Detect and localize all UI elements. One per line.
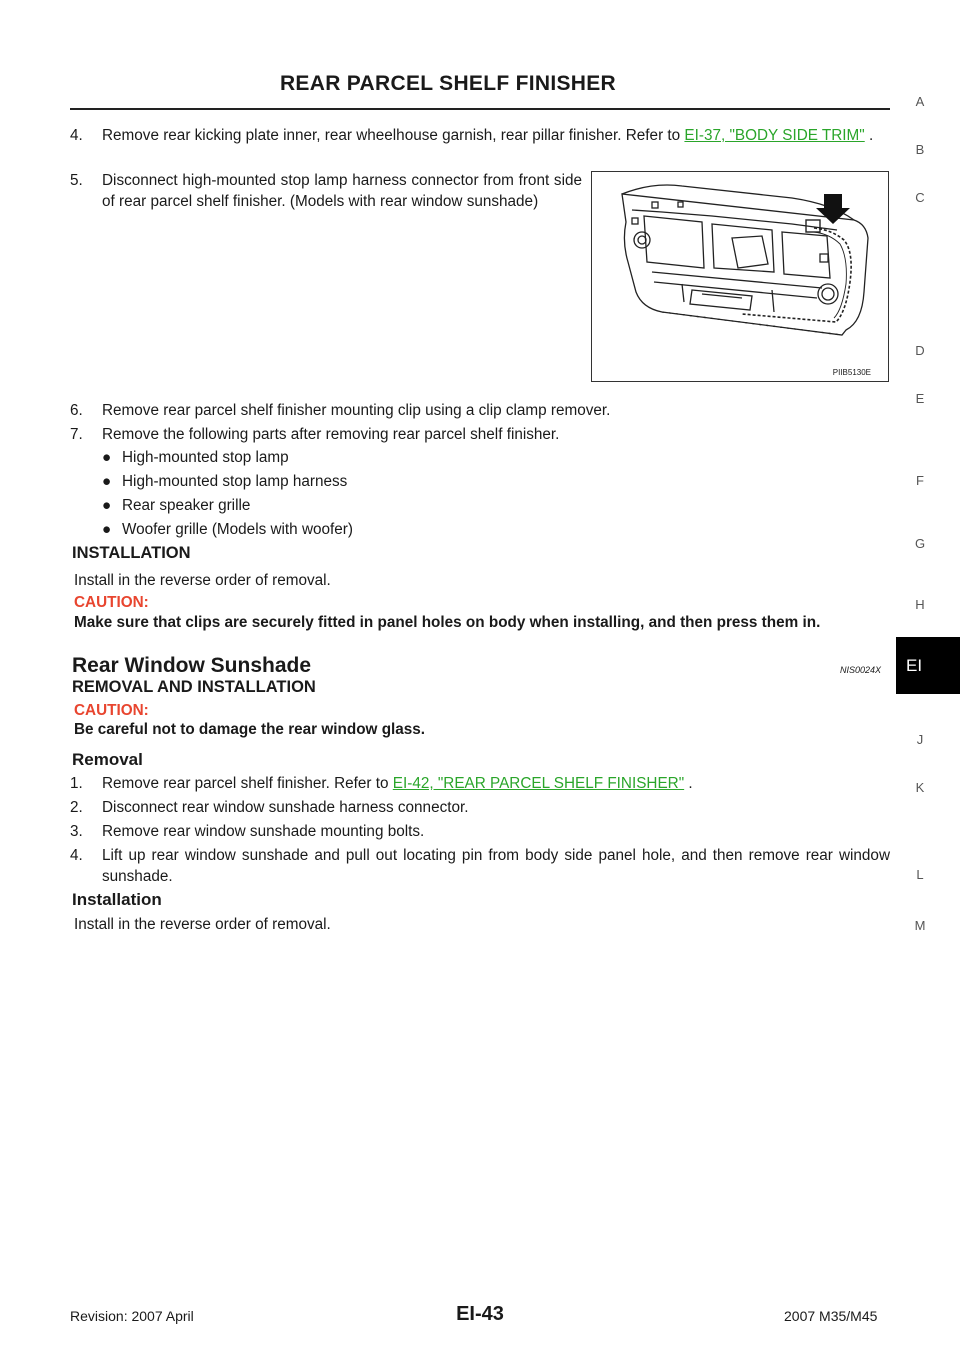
step-number: 4. [70, 127, 83, 144]
side-index-j[interactable]: J [916, 732, 924, 747]
header-rule [70, 108, 890, 110]
removal-step-3 [70, 821, 890, 842]
step-text: Remove rear parcel shelf finisher mounting clip using a clip clamp remover. [102, 402, 611, 419]
installation-text: Install in the reverse order of removal. [74, 916, 331, 933]
installation-heading: INSTALLATION [72, 544, 191, 562]
step-5 [70, 170, 582, 212]
side-index-m[interactable]: M [914, 918, 926, 933]
step-number: 3. [70, 823, 83, 840]
footer-model: 2007 M35/M45 [784, 1308, 878, 1324]
step-text: Remove rear kicking plate inner, rear wheelhouse garnish, rear pillar finisher. Refer to [102, 127, 685, 144]
step-text: Remove rear parcel shelf finisher. Refer to [102, 775, 393, 792]
bullet-icon: ● [102, 497, 112, 514]
section-heading: Rear Window Sunshade [72, 654, 312, 677]
step-number: 1. [70, 775, 83, 792]
figure-code: PIIB5130E [832, 368, 871, 377]
footer-revision: Revision: 2007 April [70, 1308, 194, 1324]
step-text: Remove rear window sunshade mounting bolts. [102, 823, 425, 840]
side-index-h[interactable]: H [915, 597, 925, 612]
parcel-shelf-link[interactable]: EI-42, "REAR PARCEL SHELF FINISHER" [392, 775, 685, 792]
bullet-item: ● High-mounted stop lamp harness [102, 473, 348, 490]
removal-step-2 [70, 797, 890, 818]
caution-text: Be careful not to damage the rear window glass. [74, 721, 426, 738]
bullet-item: ● Rear speaker grille [102, 497, 251, 514]
step-number: 6. [70, 402, 83, 419]
bullet-item: ● Woofer grille (Models with woofer) [102, 521, 353, 538]
removal-heading: Removal [72, 750, 143, 769]
side-index-a[interactable]: A [915, 94, 925, 109]
step-text: Disconnect rear window sunshade harness connector. [102, 799, 469, 816]
caution-text: Make sure that clips are securely fitted in panel holes on body when installing, and then press them in. [74, 614, 821, 631]
caution-label: CAUTION: [74, 702, 149, 719]
page-number: EI-43 [456, 1303, 504, 1325]
page-title: REAR PARCEL SHELF FINISHER [279, 72, 617, 95]
step-7 [70, 424, 890, 445]
side-index-active-tab[interactable]: EI [896, 637, 960, 694]
caution-label: CAUTION: [74, 594, 149, 611]
bullet-icon: ● [102, 521, 112, 538]
installation-text: Install in the reverse order of removal. [74, 572, 331, 589]
step-text: Remove the following parts after removing rear parcel shelf finisher. [102, 426, 560, 443]
side-index-l[interactable]: L [916, 867, 924, 882]
parcel-shelf-figure [591, 171, 889, 382]
step-text: Lift up rear window sunshade and pull out locating pin from body side panel hole, and then remove rear window sunshade. [102, 847, 890, 885]
bullet-item: ● High-mounted stop lamp [102, 449, 289, 466]
side-index-b[interactable]: B [915, 142, 925, 157]
installation-subheading: Installation [72, 890, 162, 909]
side-index-e[interactable]: E [915, 391, 925, 406]
side-index-g[interactable]: G [914, 536, 926, 551]
side-index-c[interactable]: C [915, 190, 925, 205]
step-number: 2. [70, 799, 83, 816]
bullet-icon: ● [102, 449, 112, 466]
side-index-f[interactable]: F [916, 473, 924, 488]
step-number: 7. [70, 426, 83, 443]
removal-step-1: 1. Remove rear parcel shelf finisher. Refer to EI-42, "REAR PARCEL SHELF FINISHER" . [70, 775, 693, 792]
step-number: 4. [70, 847, 83, 864]
bullet-icon: ● [102, 473, 112, 490]
body-side-trim-link[interactable]: EI-37, "BODY SIDE TRIM" [684, 127, 865, 144]
step-text: Disconnect high-mounted stop lamp harness connector from front side of rear parcel shelf finisher. (Models with rear window sunshade) [102, 172, 582, 210]
parcel-shelf-illustration [592, 172, 888, 381]
removal-step-4 [70, 845, 890, 887]
step-6 [70, 400, 890, 421]
side-index-d[interactable]: D [915, 343, 925, 358]
step-number: 5. [70, 172, 83, 189]
step-4: 4. Remove rear kicking plate inner, rear wheelhouse garnish, rear pillar finisher. Refer to EI-37, "BODY SIDE TRIM" . [70, 127, 874, 144]
removal-installation-heading: REMOVAL AND INSTALLATION [72, 678, 316, 696]
side-index-k[interactable]: K [915, 780, 925, 795]
section-code: NIS0024X [840, 665, 882, 675]
